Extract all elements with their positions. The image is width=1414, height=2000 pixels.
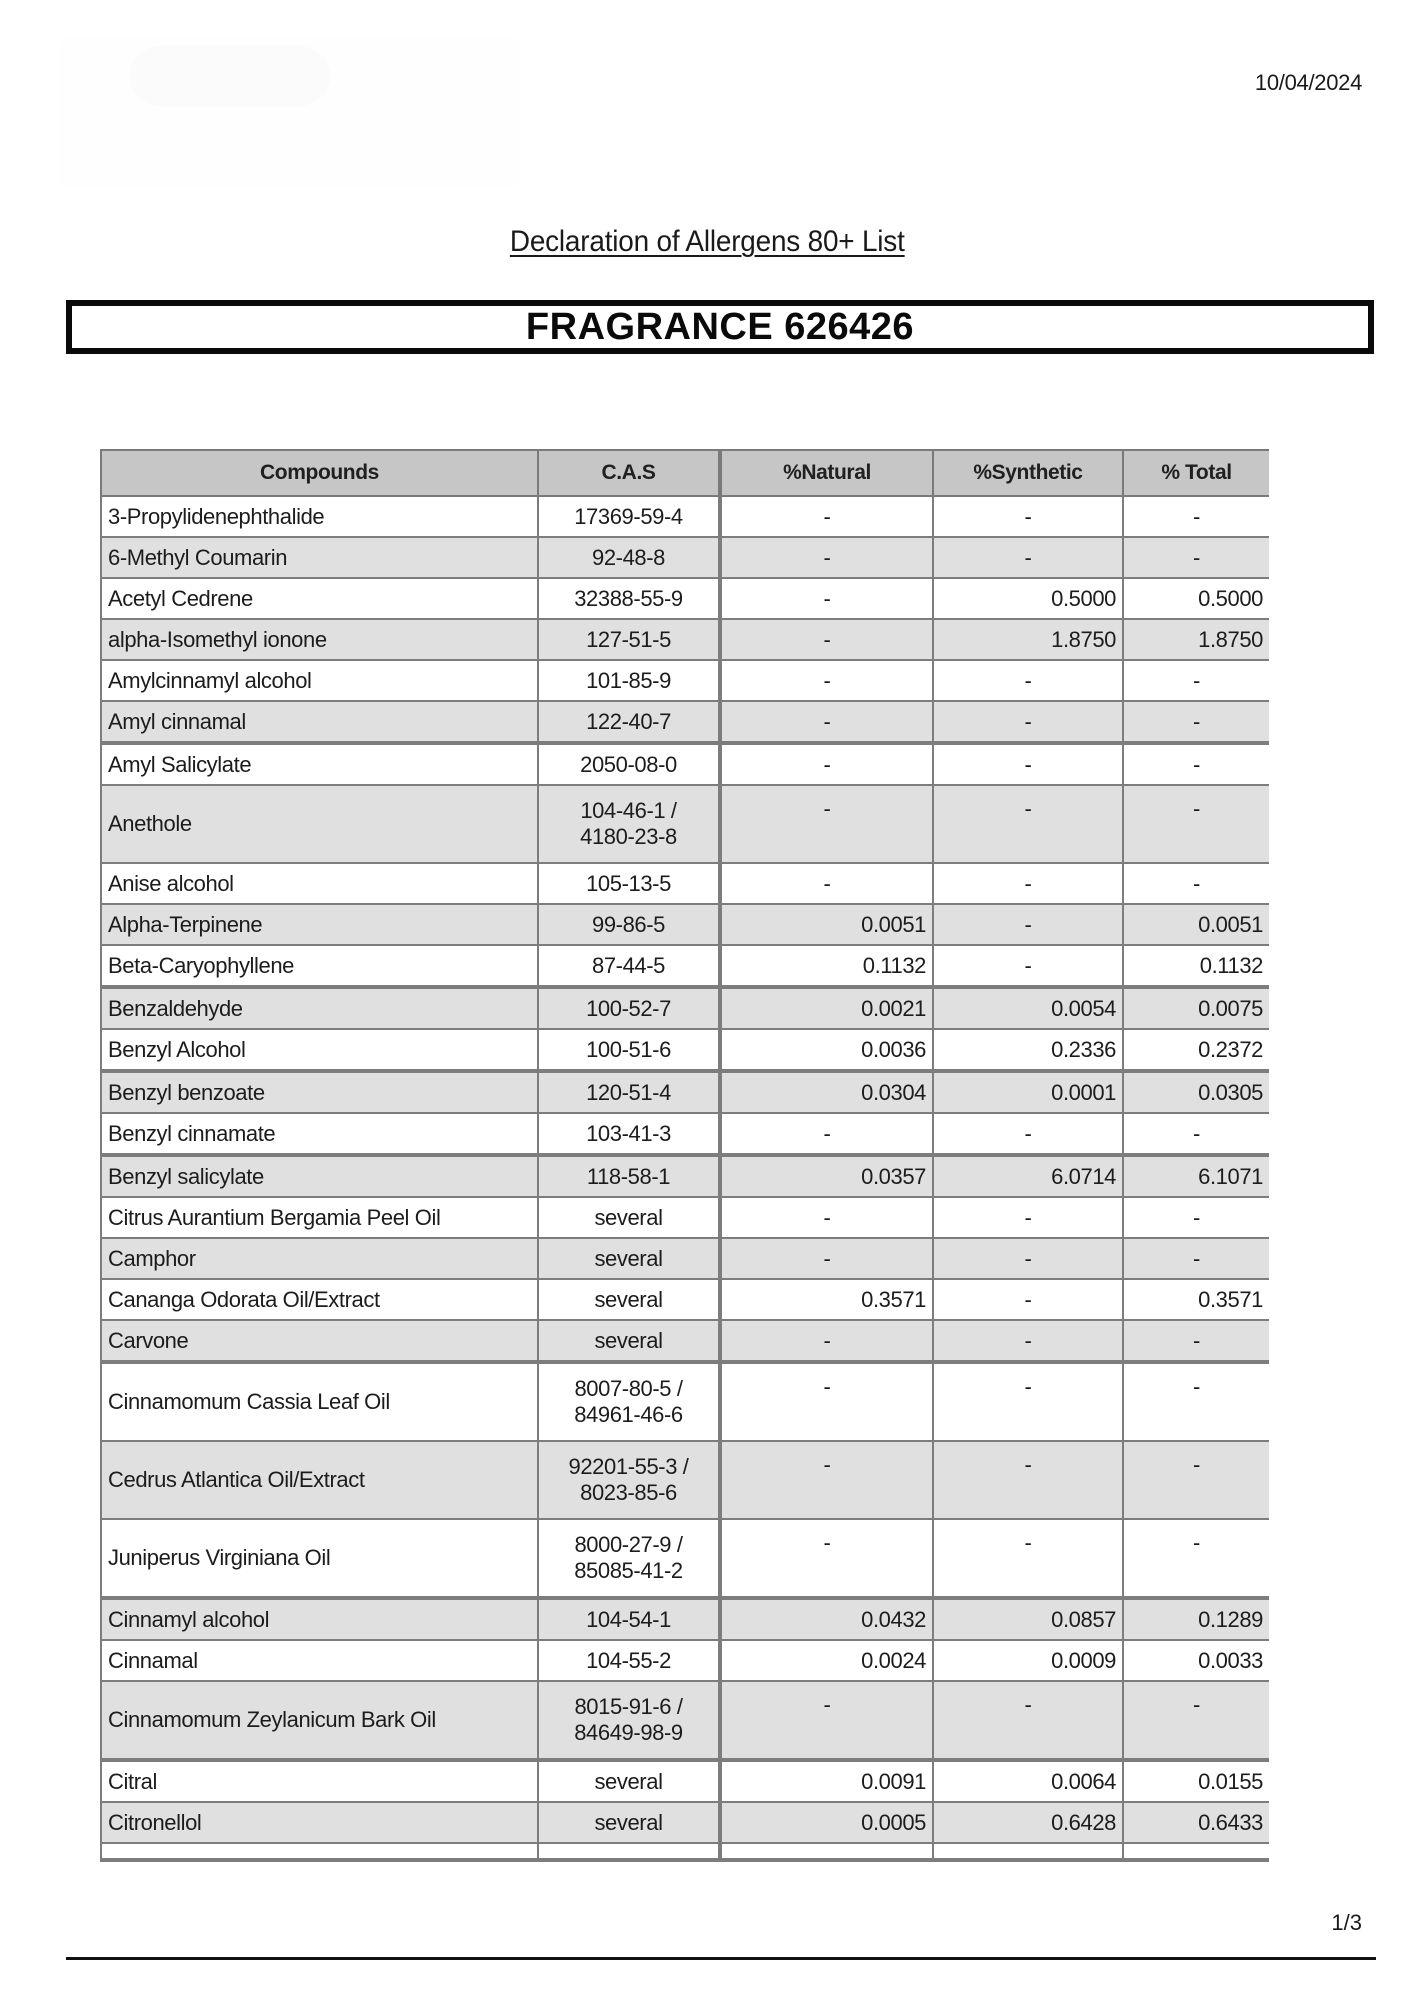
total-percent-cell: -	[1123, 1519, 1269, 1598]
column-header-natural: %Natural	[720, 450, 933, 496]
compound-name-cell: Amylcinnamyl alcohol	[101, 660, 538, 701]
document-date: 10/04/2024	[1254, 70, 1362, 95]
page-number: 1/3	[1331, 1910, 1362, 1935]
compound-name-cell: alpha-Isomethyl ionone	[101, 619, 538, 660]
compound-name-cell: Citrus Aurantium Bergamia Peel Oil	[101, 1197, 538, 1238]
compound-name-cell: Cedrus Atlantica Oil/Extract	[101, 1441, 538, 1519]
synthetic-percent-cell: -	[933, 496, 1123, 537]
total-percent-cell: -	[1123, 1197, 1269, 1238]
total-percent-cell: 0.0051	[1123, 904, 1269, 945]
cas-number-cell: 104-46-1 / 4180-23-8	[538, 785, 720, 863]
cas-number-cell: 100-52-7	[538, 987, 720, 1029]
total-percent-cell: 0.5000	[1123, 578, 1269, 619]
cas-number-cell: 100-51-6	[538, 1029, 720, 1071]
total-percent-cell: -	[1123, 537, 1269, 578]
cas-number-cell: several	[538, 1802, 720, 1843]
company-logo-faded	[58, 38, 520, 188]
synthetic-percent-cell: -	[933, 1681, 1123, 1760]
synthetic-percent-cell: -	[933, 1197, 1123, 1238]
cas-number-cell: 104-55-2	[538, 1640, 720, 1681]
natural-percent-cell: 0.0036	[720, 1029, 933, 1071]
allergens-table	[100, 449, 1269, 1862]
cas-number-cell: 127-51-5	[538, 619, 720, 660]
cas-number-cell: 105-13-5	[538, 863, 720, 904]
table-row	[101, 1238, 1269, 1279]
synthetic-percent-cell: 0.0001	[933, 1071, 1123, 1113]
compound-name-cell: Anise alcohol	[101, 863, 538, 904]
table-row	[101, 1320, 1269, 1362]
empty-cell	[101, 1843, 538, 1860]
natural-percent-cell: -	[720, 1238, 933, 1279]
synthetic-percent-cell: 1.8750	[933, 619, 1123, 660]
empty-cell	[1123, 1843, 1269, 1860]
table-row	[101, 743, 1269, 785]
total-percent-cell: -	[1123, 785, 1269, 863]
natural-percent-cell: -	[720, 863, 933, 904]
table-row	[101, 537, 1269, 578]
compound-name-cell: Benzyl Alcohol	[101, 1029, 538, 1071]
synthetic-percent-cell: 0.2336	[933, 1029, 1123, 1071]
natural-percent-cell: -	[720, 1441, 933, 1519]
table-row	[101, 1197, 1269, 1238]
synthetic-percent-cell: -	[933, 537, 1123, 578]
table-row	[101, 1113, 1269, 1155]
total-percent-cell: -	[1123, 701, 1269, 743]
synthetic-percent-cell: -	[933, 904, 1123, 945]
table-body	[101, 496, 1269, 1860]
table-row	[101, 1519, 1269, 1598]
natural-percent-cell: 0.3571	[720, 1279, 933, 1320]
total-percent-cell: -	[1123, 1113, 1269, 1155]
cas-number-cell: several	[538, 1197, 720, 1238]
compound-name-cell: Cinnamyl alcohol	[101, 1598, 538, 1640]
column-header-total: % Total	[1123, 450, 1269, 496]
natural-percent-cell: -	[720, 1362, 933, 1441]
synthetic-percent-cell: -	[933, 1238, 1123, 1279]
table-row	[101, 1640, 1269, 1681]
compound-name-cell: Citronellol	[101, 1802, 538, 1843]
compound-name-cell: Benzyl salicylate	[101, 1155, 538, 1197]
natural-percent-cell: 0.0005	[720, 1802, 933, 1843]
table-header-row	[101, 450, 1269, 496]
empty-cell	[538, 1843, 720, 1860]
natural-percent-cell: 0.0304	[720, 1071, 933, 1113]
compound-name-cell: Beta-Caryophyllene	[101, 945, 538, 987]
natural-percent-cell: 0.0091	[720, 1760, 933, 1802]
total-percent-cell: 0.0305	[1123, 1071, 1269, 1113]
natural-percent-cell: -	[720, 578, 933, 619]
column-header-compounds: Compounds	[101, 450, 538, 496]
natural-percent-cell: 0.1132	[720, 945, 933, 987]
total-percent-cell: 0.1289	[1123, 1598, 1269, 1640]
cas-number-cell: 92201-55-3 / 8023-85-6	[538, 1441, 720, 1519]
natural-percent-cell: -	[720, 1113, 933, 1155]
compound-name-cell: Carvone	[101, 1320, 538, 1362]
total-percent-cell: 0.0155	[1123, 1760, 1269, 1802]
synthetic-percent-cell: -	[933, 1320, 1123, 1362]
cas-number-cell: 120-51-4	[538, 1071, 720, 1113]
footer-divider	[66, 1957, 1376, 1960]
compound-name-cell: Camphor	[101, 1238, 538, 1279]
synthetic-percent-cell: -	[933, 660, 1123, 701]
natural-percent-cell: -	[720, 619, 933, 660]
natural-percent-cell: 0.0357	[720, 1155, 933, 1197]
compound-name-cell: Alpha-Terpinene	[101, 904, 538, 945]
total-percent-cell: -	[1123, 743, 1269, 785]
natural-percent-cell: 0.0024	[720, 1640, 933, 1681]
cas-number-cell: 122-40-7	[538, 701, 720, 743]
cas-number-cell: several	[538, 1238, 720, 1279]
table-row	[101, 701, 1269, 743]
cas-number-cell: 104-54-1	[538, 1598, 720, 1640]
synthetic-percent-cell: -	[933, 945, 1123, 987]
total-percent-cell: 0.2372	[1123, 1029, 1269, 1071]
compound-name-cell: Cinnamomum Zeylanicum Bark Oil	[101, 1681, 538, 1760]
total-percent-cell: -	[1123, 1441, 1269, 1519]
synthetic-percent-cell: -	[933, 1441, 1123, 1519]
document-title-text: Declaration of Allergens 80+ List	[509, 225, 905, 258]
compound-name-cell: Anethole	[101, 785, 538, 863]
synthetic-percent-cell: 6.0714	[933, 1155, 1123, 1197]
total-percent-cell: -	[1123, 1362, 1269, 1441]
natural-percent-cell: 0.0051	[720, 904, 933, 945]
compound-name-cell: Citral	[101, 1760, 538, 1802]
table-row-empty	[101, 1843, 1269, 1860]
natural-percent-cell: 0.0021	[720, 987, 933, 1029]
total-percent-cell: -	[1123, 1238, 1269, 1279]
table-row	[101, 660, 1269, 701]
synthetic-percent-cell: -	[933, 863, 1123, 904]
cas-number-cell: 32388-55-9	[538, 578, 720, 619]
product-name: FRAGRANCE 626426	[525, 305, 915, 348]
table-row	[101, 1802, 1269, 1843]
total-percent-cell: 6.1071	[1123, 1155, 1269, 1197]
synthetic-percent-cell: -	[933, 701, 1123, 743]
total-percent-cell: -	[1123, 496, 1269, 537]
compound-name-cell: Benzaldehyde	[101, 987, 538, 1029]
synthetic-percent-cell: -	[933, 785, 1123, 863]
natural-percent-cell: -	[720, 1519, 933, 1598]
table-row	[101, 785, 1269, 863]
cas-number-cell: 103-41-3	[538, 1113, 720, 1155]
total-percent-cell: 0.1132	[1123, 945, 1269, 987]
column-header-cas: C.A.S	[538, 450, 720, 496]
compound-name-cell: 3-Propylidenephthalide	[101, 496, 538, 537]
table-row	[101, 496, 1269, 537]
table-row	[101, 619, 1269, 660]
natural-percent-cell: -	[720, 1681, 933, 1760]
cas-number-cell: 92-48-8	[538, 537, 720, 578]
cas-number-cell: 2050-08-0	[538, 743, 720, 785]
table-row	[101, 987, 1269, 1029]
compound-name-cell: 6-Methyl Coumarin	[101, 537, 538, 578]
logo-mark	[130, 46, 330, 106]
table-row	[101, 863, 1269, 904]
column-header-synthetic: %Synthetic	[933, 450, 1123, 496]
total-percent-cell: -	[1123, 660, 1269, 701]
cas-number-cell: 118-58-1	[538, 1155, 720, 1197]
natural-percent-cell: -	[720, 496, 933, 537]
synthetic-percent-cell: 0.6428	[933, 1802, 1123, 1843]
cas-number-cell: 8015-91-6 / 84649-98-9	[538, 1681, 720, 1760]
table-row	[101, 1681, 1269, 1760]
compound-name-cell: Cinnamal	[101, 1640, 538, 1681]
table-row	[101, 904, 1269, 945]
natural-percent-cell: -	[720, 1197, 933, 1238]
synthetic-percent-cell: 0.0064	[933, 1760, 1123, 1802]
synthetic-percent-cell: -	[933, 1519, 1123, 1598]
compound-name-cell: Acetyl Cedrene	[101, 578, 538, 619]
table-row	[101, 1071, 1269, 1113]
compound-name-cell: Cananga Odorata Oil/Extract	[101, 1279, 538, 1320]
total-percent-cell: -	[1123, 1320, 1269, 1362]
table-row	[101, 1760, 1269, 1802]
natural-percent-cell: -	[720, 785, 933, 863]
cas-number-cell: several	[538, 1279, 720, 1320]
cas-number-cell: several	[538, 1760, 720, 1802]
compound-name-cell: Benzyl cinnamate	[101, 1113, 538, 1155]
synthetic-percent-cell: -	[933, 1362, 1123, 1441]
compound-name-cell: Amyl cinnamal	[101, 701, 538, 743]
synthetic-percent-cell: 0.0857	[933, 1598, 1123, 1640]
total-percent-cell: -	[1123, 1681, 1269, 1760]
total-percent-cell: -	[1123, 863, 1269, 904]
table-row	[101, 1029, 1269, 1071]
natural-percent-cell: 0.0432	[720, 1598, 933, 1640]
document-title	[0, 225, 1414, 259]
compound-name-cell: Benzyl benzoate	[101, 1071, 538, 1113]
empty-cell	[933, 1843, 1123, 1860]
synthetic-percent-cell: 0.0009	[933, 1640, 1123, 1681]
cas-number-cell: 101-85-9	[538, 660, 720, 701]
synthetic-percent-cell: -	[933, 1113, 1123, 1155]
natural-percent-cell: -	[720, 660, 933, 701]
compound-name-cell: Cinnamomum Cassia Leaf Oil	[101, 1362, 538, 1441]
compound-name-cell: Juniperus Virginiana Oil	[101, 1519, 538, 1598]
natural-percent-cell: -	[720, 537, 933, 578]
table-row	[101, 1441, 1269, 1519]
table-row	[101, 1598, 1269, 1640]
total-percent-cell: 0.6433	[1123, 1802, 1269, 1843]
table-row	[101, 1362, 1269, 1441]
table-row	[101, 1279, 1269, 1320]
cas-number-cell: 99-86-5	[538, 904, 720, 945]
cas-number-cell: 17369-59-4	[538, 496, 720, 537]
synthetic-percent-cell: -	[933, 743, 1123, 785]
natural-percent-cell: -	[720, 743, 933, 785]
synthetic-percent-cell: 0.0054	[933, 987, 1123, 1029]
total-percent-cell: 1.8750	[1123, 619, 1269, 660]
product-name-box	[66, 300, 1374, 354]
table-row	[101, 945, 1269, 987]
cas-number-cell: several	[538, 1320, 720, 1362]
synthetic-percent-cell: -	[933, 1279, 1123, 1320]
natural-percent-cell: -	[720, 1320, 933, 1362]
table-row	[101, 578, 1269, 619]
total-percent-cell: 0.3571	[1123, 1279, 1269, 1320]
cas-number-cell: 8007-80-5 / 84961-46-6	[538, 1362, 720, 1441]
cas-number-cell: 87-44-5	[538, 945, 720, 987]
natural-percent-cell: -	[720, 701, 933, 743]
total-percent-cell: 0.0033	[1123, 1640, 1269, 1681]
table-row	[101, 1155, 1269, 1197]
total-percent-cell: 0.0075	[1123, 987, 1269, 1029]
compound-name-cell: Amyl Salicylate	[101, 743, 538, 785]
empty-cell	[720, 1843, 933, 1860]
synthetic-percent-cell: 0.5000	[933, 578, 1123, 619]
cas-number-cell: 8000-27-9 / 85085-41-2	[538, 1519, 720, 1598]
